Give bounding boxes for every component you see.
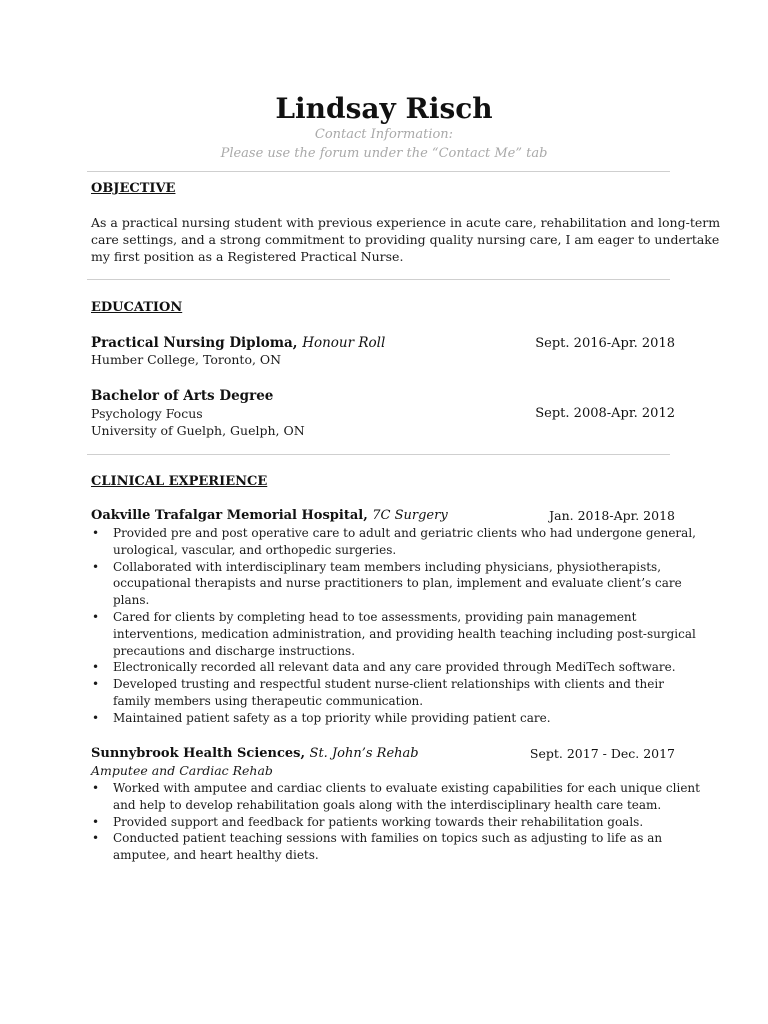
bullet-icon: • [92, 609, 100, 624]
objective-line: my first position as a Registered Practical Nurse. [91, 249, 404, 264]
clinical-date: Sept. 2017 - Dec. 2017 [529, 746, 675, 761]
education-focus: Psychology Focus [91, 406, 203, 421]
education-date: Sept. 2016-Apr. 2018 [535, 336, 675, 351]
list-item [91, 659, 681, 676]
clinical-heading: CLINICAL EXPERIENCE [91, 474, 268, 489]
clinical-bullet-list [91, 525, 696, 727]
bullet-icon: • [92, 814, 100, 829]
contact-note: Please use the forum under the “Contact Me” tab [220, 146, 548, 161]
bullet-icon: • [92, 710, 100, 725]
bullet-line: interventions, medication administration, and providing health teaching including post-surgical [113, 626, 696, 641]
education-heading: EDUCATION [91, 300, 183, 315]
bullet-line: Provided pre and post operative care to adult and geriatric clients who had undergone general, [113, 526, 696, 540]
clinical-entry-title [91, 746, 419, 761]
bullet-line: Conducted patient teaching sessions with families on topics such as adjusting to life as an [113, 831, 663, 846]
education-entry-title [91, 335, 385, 351]
bullet-line: plans. [113, 593, 150, 608]
education-institution: Humber College, Toronto, ON [91, 352, 282, 367]
clinical-bullet-list [91, 780, 700, 864]
contact-label: Contact Information: [314, 127, 454, 142]
bullet-line: amputee, and heart healthy diets. [113, 848, 319, 863]
divider [87, 454, 670, 455]
bullet-line: family members using therapeutic communication. [113, 693, 424, 708]
objective-line: care settings, and a strong commitment to providing quality nursing care, I am eager to undertake [91, 232, 720, 247]
list-item [91, 559, 681, 609]
bullet-icon: • [92, 831, 100, 846]
bullet-line: Developed trusting and respectful student nurse-client relationships with clients and their [113, 677, 664, 692]
bullet-icon: • [92, 559, 100, 574]
list-item [91, 609, 696, 659]
bullet-line: Provided support and feedback for patients working towards their rehabilitation goals. [113, 814, 644, 829]
degree-title: Practical Nursing Diploma, [91, 335, 298, 351]
placement-unit: 7C Surgery [372, 508, 448, 523]
list-item [91, 814, 681, 831]
education-date: Sept. 2008-Apr. 2012 [535, 406, 675, 421]
objective-heading: OBJECTIVE [91, 181, 176, 196]
list-item [91, 525, 696, 559]
placement-program: Amputee and Cardiac Rehab [91, 763, 273, 778]
bullet-line: occupational therapists and nurse practitioners to plan, implement and evaluate client’s care [113, 576, 682, 591]
divider [87, 279, 670, 280]
placement-title: Oakville Trafalgar Memorial Hospital, [91, 508, 368, 523]
bullet-icon: • [92, 660, 100, 675]
clinical-date: Jan. 2018-Apr. 2018 [549, 508, 675, 523]
resume-name: Lindsay Risch [275, 92, 493, 125]
clinical-entry-title [91, 508, 448, 523]
list-item [91, 710, 681, 727]
placement-title: Sunnybrook Health Sciences, [91, 746, 306, 761]
bullet-line: Worked with amputee and cardiac clients to evaluate existing capabilities for each unique client [113, 781, 700, 795]
bullet-icon: • [92, 677, 100, 692]
divider [87, 171, 670, 172]
bullet-icon: • [92, 781, 100, 795]
education-institution: University of Guelph, Guelph, ON [91, 423, 305, 438]
bullet-line: and help to develop rehabilitation goals along with the interdisciplinary health care team. [113, 797, 662, 812]
bullet-line: urological, vascular, and orthopedic surgeries. [113, 542, 397, 557]
bullet-icon: • [92, 526, 100, 540]
list-item [91, 780, 700, 814]
list-item [91, 676, 681, 710]
bullet-line: Collaborated with interdisciplinary team members including physicians, physiotherapists, [113, 559, 662, 574]
education-entry-title: Bachelor of Arts Degree [91, 388, 274, 404]
bullet-line: precautions and discharge instructions. [113, 643, 356, 658]
objective-line: As a practical nursing student with previous experience in acute care, rehabilitation and long-term [91, 215, 721, 230]
degree-subtitle: Honour Roll [302, 335, 386, 351]
bullet-line: Electronically recorded all relevant data and any care provided through MediTech software. [113, 660, 676, 675]
list-item [91, 830, 681, 864]
bullet-line: Cared for clients by completing head to toe assessments, providing pain management [113, 609, 637, 624]
placement-unit: St. John’s Rehab [309, 746, 419, 761]
bullet-line: Maintained patient safety as a top priority while providing patient care. [113, 710, 551, 725]
